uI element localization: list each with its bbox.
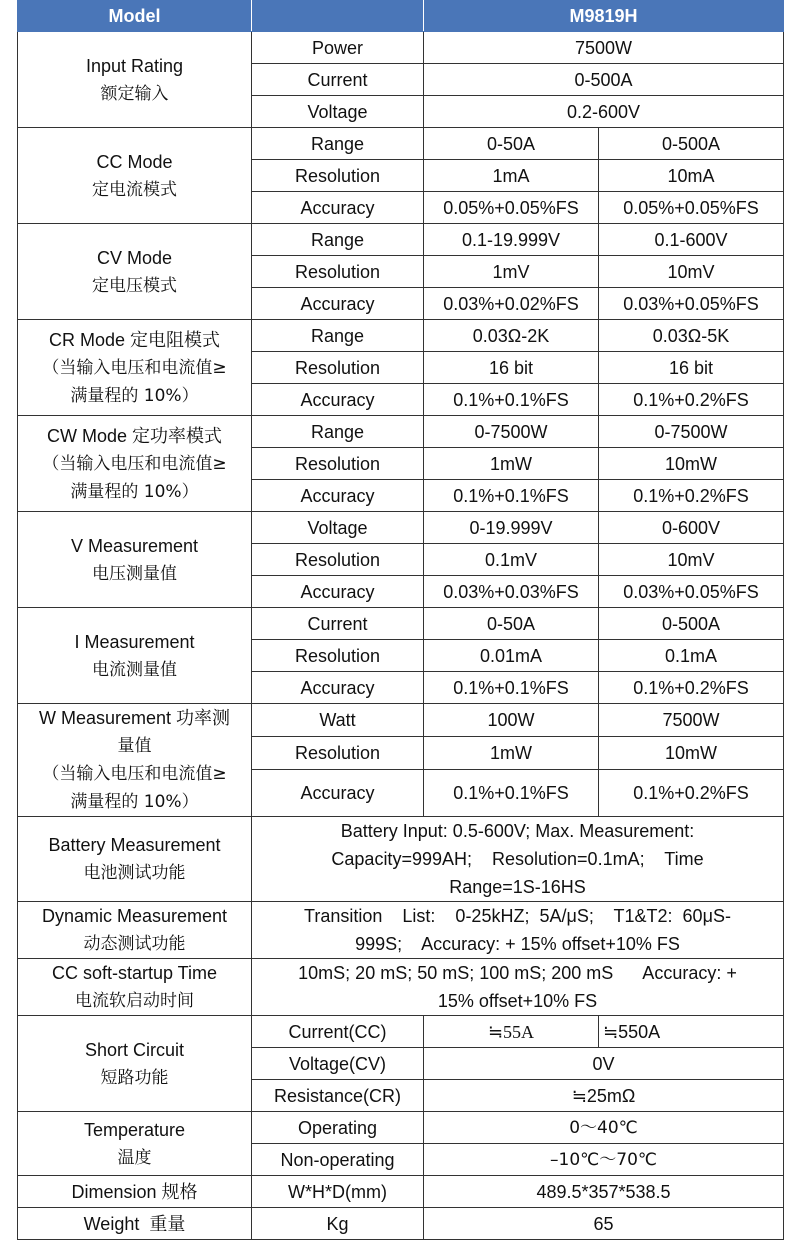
section-name-en: Short Circuit <box>84 1039 185 1060</box>
section-soft-start <box>18 959 252 1016</box>
table-row <box>18 704 784 737</box>
section-battery <box>18 817 252 902</box>
value-high-range: 0-600V <box>599 512 784 544</box>
section-name-en: I Measurement <box>74 631 195 652</box>
section-note-line: （当输入电压和电流值≥ <box>42 764 227 784</box>
param-label: Range <box>252 224 424 256</box>
param-value: –10℃～70℃ <box>424 1144 784 1176</box>
section-temperature <box>18 1112 252 1176</box>
value-low-range: 1mA <box>424 160 599 192</box>
section-note-line: （当输入电压和电流值≥ <box>42 453 227 474</box>
value-low-range: 0.1%+0.1%FS <box>424 672 599 704</box>
param-label: Current <box>252 64 424 96</box>
value-high-range: 10mW <box>599 448 784 480</box>
section-name-en: V Measurement <box>70 535 199 556</box>
param-label: Voltage <box>252 96 424 128</box>
param-label: Resolution <box>252 640 424 672</box>
param-label: Range <box>252 128 424 160</box>
soft-start-description <box>252 959 784 1016</box>
value-low-range: 0-19.999V <box>424 512 599 544</box>
param-value: 489.5*357*538.5 <box>424 1176 784 1208</box>
param-label: Resolution <box>252 160 424 192</box>
table-row <box>18 959 784 1016</box>
text-line: Range=1S-16HS <box>449 877 586 897</box>
value-low-range: 0.1mV <box>424 544 599 576</box>
section-name-en: CV Mode <box>96 247 173 268</box>
section-name-cn: 电压测量值 <box>92 563 177 584</box>
table-row <box>18 1112 784 1144</box>
param-value: 0～40℃ <box>424 1112 784 1144</box>
param-label: Accuracy <box>252 480 424 512</box>
table-row <box>18 1016 784 1048</box>
value-low-range: 1mW <box>424 737 599 770</box>
param-label: Range <box>252 416 424 448</box>
section-name-line: 量值 <box>117 736 152 756</box>
value-low-range: 16 bit <box>424 352 599 384</box>
value-low-range: 0-7500W <box>424 416 599 448</box>
value-low-range: 0.03Ω-2K <box>424 320 599 352</box>
header-model: Model <box>18 1 252 32</box>
text-line: Transition List: 0-25kHZ; 5A/μS; T1&T2: 60μS- <box>304 906 731 926</box>
text-line: Battery Input: 0.5-600V; Max. Measurement: <box>340 821 695 841</box>
value-high-range: 0.1mA <box>599 640 784 672</box>
value-low-range: 0.1%+0.1%FS <box>424 480 599 512</box>
table-row <box>18 32 784 64</box>
section-name-en: Temperature <box>83 1119 186 1140</box>
value-low-range: 1mV <box>424 256 599 288</box>
param-label: Accuracy <box>252 288 424 320</box>
section-note-line: （当输入电压和电流值≥ <box>42 357 227 378</box>
value-low-range: 0.05%+0.05%FS <box>424 192 599 224</box>
section-name-en: Dynamic Measurement <box>41 906 228 926</box>
section-cc-mode <box>18 128 252 224</box>
value-high-range: 10mV <box>599 256 784 288</box>
section-v-measurement <box>18 512 252 608</box>
param-label: Resolution <box>252 448 424 480</box>
section-i-measurement <box>18 608 252 704</box>
param-label: Voltage <box>252 512 424 544</box>
value-high-range: 7500W <box>599 704 784 737</box>
value-high-range: 0-500A <box>599 128 784 160</box>
section-name-en: CC soft-startup Time <box>51 963 218 983</box>
value-high-range: 0.05%+0.05%FS <box>599 192 784 224</box>
param-label: Range <box>252 320 424 352</box>
value-low-range: 1mW <box>424 448 599 480</box>
value-high-range: ≒550A <box>599 1016 784 1048</box>
value-low-range: 0-50A <box>424 128 599 160</box>
text-line: 15% offset+10% FS <box>437 991 598 1011</box>
section-note-line: 满量程的 10%） <box>70 481 199 502</box>
param-label: W*H*D(mm) <box>252 1176 424 1208</box>
param-label: Accuracy <box>252 672 424 704</box>
value-high-range: 0-500A <box>599 608 784 640</box>
table-row <box>18 817 784 902</box>
text-line: 10mS; 20 mS; 50 mS; 100 mS; 200 mS Accuracy: + <box>298 963 737 983</box>
value-high-range: 0.03Ω-5K <box>599 320 784 352</box>
section-input-rating <box>18 32 252 128</box>
section-note-line: 满量程的 10%） <box>70 792 199 812</box>
section-name-cn: 电流测量值 <box>92 659 177 680</box>
section-short-circuit <box>18 1016 252 1112</box>
value-low-range: ≒55A <box>424 1016 599 1048</box>
value-high-range: 10mA <box>599 160 784 192</box>
param-value: ≒25mΩ <box>424 1080 784 1112</box>
value-low-range: 100W <box>424 704 599 737</box>
text-line: Capacity=999AH; Resolution=0.1mA; Time <box>331 849 704 869</box>
value-low-range: 0.1%+0.1%FS <box>424 384 599 416</box>
section-name-en: Input Rating <box>85 55 184 76</box>
param-label: Non-operating <box>252 1144 424 1176</box>
table-row <box>18 224 784 256</box>
param-label: Resolution <box>252 352 424 384</box>
text-line: 999S; Accuracy: + 15% offset+10% FS <box>355 934 680 954</box>
value-high-range: 0.1%+0.2%FS <box>599 770 784 817</box>
header-row <box>18 1 784 32</box>
param-label: Kg <box>252 1208 424 1240</box>
param-label: Resolution <box>252 544 424 576</box>
value-low-range: 0-50A <box>424 608 599 640</box>
section-dimension: Dimension 规格 <box>18 1176 252 1208</box>
param-value: 0V <box>424 1048 784 1080</box>
battery-description <box>252 817 784 902</box>
section-name-cn: 电流软启动时间 <box>75 991 194 1011</box>
section-name-cn: 定电流模式 <box>92 179 177 200</box>
table-row <box>18 320 784 352</box>
table-row <box>18 416 784 448</box>
section-name-line: W Measurement 功率测 <box>38 708 231 728</box>
header-product: M9819H <box>424 1 784 32</box>
section-dynamic <box>18 902 252 959</box>
section-cr-mode <box>18 320 252 416</box>
param-value: 7500W <box>424 32 784 64</box>
table-row <box>18 128 784 160</box>
value-high-range: 0.03%+0.05%FS <box>599 288 784 320</box>
value-low-range: 0.1%+0.1%FS <box>424 770 599 817</box>
table-row <box>18 1176 784 1208</box>
value-high-range: 0.1%+0.2%FS <box>599 480 784 512</box>
section-name-cn: 定电压模式 <box>92 275 177 296</box>
value-high-range: 0.1%+0.2%FS <box>599 672 784 704</box>
param-label: Accuracy <box>252 770 424 817</box>
param-label: Accuracy <box>252 192 424 224</box>
param-label: Operating <box>252 1112 424 1144</box>
section-note-line: 满量程的 10%） <box>70 385 199 406</box>
section-cw-mode <box>18 416 252 512</box>
section-name-cn: 额定输入 <box>100 83 169 104</box>
section-cv-mode <box>18 224 252 320</box>
table-row <box>18 512 784 544</box>
param-label: Current <box>252 608 424 640</box>
section-name-en: CC Mode <box>96 151 173 172</box>
value-high-range: 0.03%+0.05%FS <box>599 576 784 608</box>
param-label: Accuracy <box>252 384 424 416</box>
param-value: 65 <box>424 1208 784 1240</box>
value-low-range: 0.03%+0.03%FS <box>424 576 599 608</box>
value-high-range: 16 bit <box>599 352 784 384</box>
param-label: Resolution <box>252 256 424 288</box>
header-spacer <box>252 1 424 32</box>
section-w-measurement <box>18 704 252 817</box>
param-label: Accuracy <box>252 576 424 608</box>
value-high-range: 10mW <box>599 737 784 770</box>
param-label: Voltage(CV) <box>252 1048 424 1080</box>
section-weight: Weight 重量 <box>18 1208 252 1240</box>
section-name-cn: 动态测试功能 <box>83 934 186 954</box>
param-value: 0-500A <box>424 64 784 96</box>
param-label: Current(CC) <box>252 1016 424 1048</box>
section-name-en: Battery Measurement <box>48 835 221 855</box>
section-name-line: CW Mode 定功率模式 <box>46 425 223 446</box>
param-label: Power <box>252 32 424 64</box>
spec-table <box>17 0 784 1240</box>
section-name-line: CR Mode 定电阻模式 <box>48 329 221 350</box>
value-high-range: 10mV <box>599 544 784 576</box>
section-name-cn: 短路功能 <box>100 1067 169 1088</box>
param-label: Resistance(CR) <box>252 1080 424 1112</box>
param-label: Resolution <box>252 737 424 770</box>
value-low-range: 0.03%+0.02%FS <box>424 288 599 320</box>
table-row <box>18 608 784 640</box>
section-name-cn: 温度 <box>117 1147 152 1168</box>
value-low-range: 0.1-19.999V <box>424 224 599 256</box>
table-row <box>18 902 784 959</box>
value-high-range: 0.1-600V <box>599 224 784 256</box>
table-row <box>18 1208 784 1240</box>
param-value: 0.2-600V <box>424 96 784 128</box>
value-low-range: 0.01mA <box>424 640 599 672</box>
dynamic-description <box>252 902 784 959</box>
value-high-range: 0.1%+0.2%FS <box>599 384 784 416</box>
param-label: Watt <box>252 704 424 737</box>
section-name-cn: 电池测试功能 <box>83 863 186 883</box>
value-high-range: 0-7500W <box>599 416 784 448</box>
